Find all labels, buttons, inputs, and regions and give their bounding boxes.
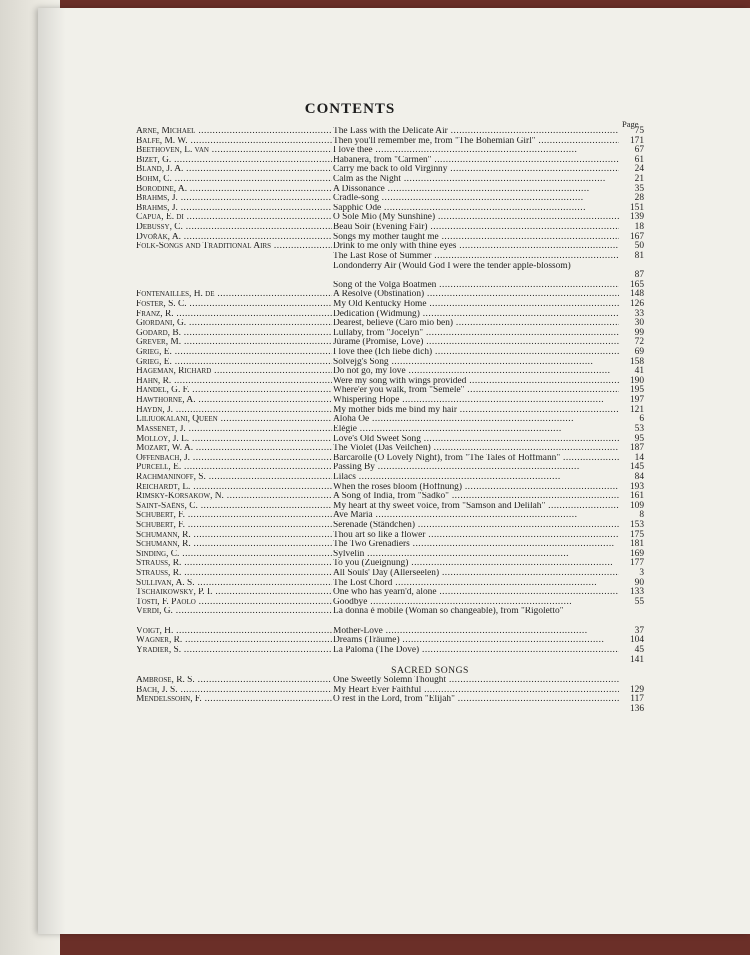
song-title: One who has yearn'd, alone ..... <box>332 588 619 598</box>
contents-row <box>136 242 644 252</box>
composer-name: Godard, B. ..... <box>136 329 332 339</box>
page-number: 158 <box>629 356 644 367</box>
composer-name: Handel, G. F. ..... <box>136 386 332 396</box>
page-number: 6 <box>639 414 644 425</box>
page-number: 14 <box>634 452 644 463</box>
page-gutter <box>38 8 66 934</box>
contents-row <box>136 531 644 541</box>
contents-row <box>136 262 644 281</box>
contents-row <box>136 386 644 396</box>
composer-name: Bach, J. S. ..... <box>136 686 332 696</box>
song-title: Song of the Volga Boatmen ..... <box>332 281 619 291</box>
song-title: I love thee ..... <box>332 146 619 156</box>
composer-name: Balfe, M. W. ..... <box>136 137 332 147</box>
composer-name: Beethoven, L. van ..... <box>136 146 332 156</box>
contents-row <box>136 319 644 329</box>
contents-row <box>136 290 644 300</box>
song-title: Habanera, from "Carmen" ..... <box>332 156 619 166</box>
contents-row <box>136 492 644 502</box>
page-number: 35 <box>634 183 644 194</box>
composer-name: Hahn, R. ..... <box>136 377 332 387</box>
composer-name: Hawthorne, A. ..... <box>136 396 332 406</box>
composer-name: Mendelssohn, F. ..... <box>136 695 332 705</box>
page-number: 95 <box>634 433 644 444</box>
contents-row <box>136 146 644 156</box>
song-title: The Lost Chord ..... <box>332 579 619 589</box>
song-title: Goodbye ..... <box>332 598 619 608</box>
song-title: Júrame (Promise, Love) ..... <box>332 338 619 348</box>
page-number: 87 <box>634 270 644 281</box>
contents-row <box>136 656 644 666</box>
song-title: To you (Zueignung) ..... <box>332 559 619 569</box>
contents-row <box>136 338 644 348</box>
contents-row <box>136 300 644 310</box>
page-number: 169 <box>629 548 644 559</box>
contents-row <box>136 695 644 705</box>
contents-row <box>136 705 644 715</box>
page-column-header: Page <box>622 119 639 129</box>
page-number: 153 <box>629 520 644 530</box>
contents-row <box>136 569 644 579</box>
composer-name: Folk-Songs and Traditional Airs ..... <box>136 242 332 252</box>
contents-row <box>136 310 644 320</box>
song-title: My mother bids me bind my hair ..... <box>332 406 619 416</box>
page-number: 24 <box>634 164 644 175</box>
composer-name: Giordani, G. ..... <box>136 319 332 329</box>
song-title: Aloha Oe ..... <box>332 415 619 425</box>
song-title: A Resolve (Obstination) ..... <box>332 290 619 300</box>
page-number: 148 <box>629 289 644 300</box>
composer-name: Grieg, E. ..... <box>136 358 332 368</box>
song-title: Elégie ..... <box>332 425 619 435</box>
song-title: Dearest, believe (Caro mio ben) ..... <box>332 319 619 329</box>
composer-name: Wagner, R. ..... <box>136 636 332 646</box>
composer-name: Grieg, E. ..... <box>136 348 332 358</box>
contents-row <box>136 396 644 406</box>
page-number: 181 <box>629 539 644 550</box>
page-number: 53 <box>634 423 644 434</box>
song-title: Thou art so like a flower ..... <box>332 531 619 541</box>
composer-name: Verdi, G. ..... <box>136 607 332 617</box>
song-title: Calm as the Night ..... <box>332 175 619 185</box>
song-title: Love's Old Sweet Song ..... <box>332 435 619 445</box>
contents-row <box>136 521 644 531</box>
contents-row <box>136 463 644 473</box>
page-number: 171 <box>629 135 644 146</box>
song-title: My Old Kentucky Home ..... <box>332 300 619 310</box>
contents-row <box>136 348 644 358</box>
contents-row <box>136 185 644 195</box>
composer-name: Arne, Michael ..... <box>136 127 332 137</box>
page-number: 30 <box>634 318 644 329</box>
song-title: Beau Soir (Evening Fair) ..... <box>332 223 619 233</box>
song-title: Carry me back to old Virginny ..... <box>332 165 619 175</box>
song-title: The Two Grenadiers ..... <box>332 540 619 550</box>
contents-row <box>136 607 644 626</box>
song-title: When the roses bloom (Hoffnung) ..... <box>332 483 619 493</box>
page-number: 161 <box>629 491 644 502</box>
contents-row <box>136 483 644 493</box>
song-title: Londonderry Air (Would God I were the tender apple-blossom) <box>332 262 619 272</box>
song-title: Songs my mother taught me ..... <box>332 233 619 243</box>
page-number: 104 <box>629 635 644 646</box>
composer-name: Tschaikowsky, P. I. ..... <box>136 588 332 598</box>
contents-row <box>136 415 644 425</box>
song-title: A Song of India, from "Sadko" ..... <box>332 492 619 502</box>
composer-name: Brahms, J. ..... <box>136 204 332 214</box>
composer-name: Tosti, F. Paolo ..... <box>136 598 332 608</box>
page-number: 195 <box>629 385 644 396</box>
contents-row <box>136 329 644 339</box>
song-title: Do not go, my love ..... <box>332 367 619 377</box>
page-number: 37 <box>634 625 644 636</box>
contents-row <box>136 598 644 608</box>
composer-name: Sinding, C. ..... <box>136 550 332 560</box>
contents-row <box>136 559 644 569</box>
composer-name: Saint-Saëns, C. ..... <box>136 502 332 512</box>
composer-name: Capua, E. di ..... <box>136 213 332 223</box>
song-title: My Heart Ever Faithful ..... <box>332 686 619 696</box>
page-number: 84 <box>634 471 644 482</box>
page-number: 121 <box>629 404 644 415</box>
contents-row <box>136 686 644 696</box>
contents-row <box>136 165 644 175</box>
composer-name: Offenbach, J. ..... <box>136 454 332 464</box>
composer-name: Massenet, J. ..... <box>136 425 332 435</box>
song-title: Solvejg's Song ..... <box>332 358 619 368</box>
composer-name: Ambrose, R. S. ..... <box>136 676 332 686</box>
page-number: 8 <box>639 510 644 521</box>
contents-row <box>136 281 644 291</box>
page-number: 33 <box>634 308 644 319</box>
page-number: 69 <box>634 347 644 358</box>
contents-row <box>136 233 644 243</box>
page-number: 126 <box>629 298 644 309</box>
composer-name: Liliuokalani, Queen ..... <box>136 415 332 425</box>
contents-row <box>136 550 644 560</box>
song-title: Barcarolle (O Lovely Night), from "The Tales of Hoffmann" ..... <box>332 454 619 464</box>
contents-row <box>136 511 644 521</box>
contents-row <box>136 223 644 233</box>
sacred-songs-heading: SACRED SONGS <box>391 665 469 677</box>
page-number: 190 <box>629 375 644 386</box>
song-title: Sylvelin ..... <box>332 550 619 560</box>
page-number: 67 <box>634 145 644 156</box>
contents-row <box>136 204 644 214</box>
page-number: 133 <box>629 587 644 598</box>
song-title: Ave Maria ..... <box>332 511 619 521</box>
composer-name: Bohm, C. ..... <box>136 175 332 185</box>
page-number: 165 <box>629 279 644 290</box>
composer-name: Strauss, R. ..... <box>136 559 332 569</box>
page-number: 139 <box>629 212 644 223</box>
contents-row <box>136 454 644 464</box>
contents-row <box>136 502 644 512</box>
contents-row <box>136 358 644 368</box>
composer-name: Borodine, A. ..... <box>136 185 332 195</box>
composer-name: Sullivan, A. S. ..... <box>136 579 332 589</box>
contents-row <box>136 444 644 454</box>
song-title: Lilacs ..... <box>332 473 619 483</box>
song-title: A Dissonance ..... <box>332 185 619 195</box>
page-number: 99 <box>634 327 644 338</box>
composer-name: Dvořák, A. ..... <box>136 233 332 243</box>
song-title: The Lass with the Delicate Air ..... <box>332 127 619 137</box>
page-number: 151 <box>629 202 644 213</box>
song-title: Drink to me only with thine eyes ..... <box>332 242 619 252</box>
composer-name: Haydn, J. ..... <box>136 406 332 416</box>
page-number: 55 <box>634 596 644 607</box>
composer-name: Grever, M. ..... <box>136 338 332 348</box>
page-number: 145 <box>629 462 644 473</box>
page-number: 109 <box>629 500 644 511</box>
page-number: 193 <box>629 481 644 492</box>
song-title: Dreams (Träume) ..... <box>332 636 619 646</box>
page-number: 28 <box>634 193 644 204</box>
contents-row <box>136 175 644 185</box>
contents-row <box>136 252 644 262</box>
page-number: 18 <box>634 222 644 233</box>
composer-name: Bizet, G. ..... <box>136 156 332 166</box>
composer-name: Purcell, E. ..... <box>136 463 332 473</box>
contents-row <box>136 636 644 646</box>
composer-name: Brahms, J. ..... <box>136 194 332 204</box>
song-title: Serenade (Ständchen) ..... <box>332 521 619 531</box>
composer-name: Molloy, J. L. ..... <box>136 435 332 445</box>
song-title: Dedication (Widmung) ..... <box>332 310 619 320</box>
contents-row <box>136 425 644 435</box>
contents-row <box>136 213 644 223</box>
page-number: 129 <box>629 684 644 695</box>
song-title: O rest in the Lord, from "Elijah" ..... <box>332 695 619 705</box>
contents-row <box>136 646 644 656</box>
page-number: 177 <box>629 558 644 569</box>
page-number: 90 <box>634 577 644 588</box>
contents-row <box>136 473 644 483</box>
composer-name: Foster, S. C. ..... <box>136 300 332 310</box>
contents-row <box>136 435 644 445</box>
song-title: Sapphic Ode ..... <box>332 204 619 214</box>
composer-name: Yradier, S. ..... <box>136 646 332 656</box>
contents-row <box>136 127 644 137</box>
composer-name: Debussy, C. ..... <box>136 223 332 233</box>
page-number: 175 <box>629 529 644 540</box>
contents-row <box>136 156 644 166</box>
page-number: 187 <box>629 443 644 454</box>
song-title: I love thee (Ich liebe dich) ..... <box>332 348 619 358</box>
composer-name: Reichardt, L. ..... <box>136 483 332 493</box>
page-number: 72 <box>634 337 644 348</box>
song-title: The Last Rose of Summer ..... <box>332 252 619 262</box>
composer-name: Schumann, R. ..... <box>136 540 332 550</box>
song-title: One Sweetly Solemn Thought ..... <box>332 676 619 686</box>
composer-name: Rimsky-Korsakow, N. ..... <box>136 492 332 502</box>
song-title: Cradle-song ..... <box>332 194 619 204</box>
composer-name: Rachmaninoff, S. ..... <box>136 473 332 483</box>
composer-name: Schumann, R. ..... <box>136 531 332 541</box>
contents-row <box>136 627 644 637</box>
song-title: My heart at thy sweet voice, from "Samson and Delilah" ..... <box>332 502 619 512</box>
song-title: Were my song with wings provided ..... <box>332 377 619 387</box>
song-title: Passing By ..... <box>332 463 619 473</box>
song-title: Then you'll remember me, from "The Bohemian Girl" ..... <box>332 137 619 147</box>
song-title: La donna è mobile (Woman so changeable), from "Rigoletto" <box>332 607 619 617</box>
page-number: 81 <box>634 250 644 261</box>
song-title: Whispering Hope ..... <box>332 396 619 406</box>
composer-name: Hageman, Richard ..... <box>136 367 332 377</box>
page-number: 45 <box>634 644 644 655</box>
song-title: O Sole Mio (My Sunshine) ..... <box>332 213 619 223</box>
page-number: 197 <box>629 395 644 406</box>
page-number: 41 <box>634 366 644 377</box>
composer-name: Schubert, F. ..... <box>136 521 332 531</box>
page-number: 167 <box>629 231 644 242</box>
page-number: 136 <box>629 703 644 714</box>
song-title: The Violet (Das Veilchen) ..... <box>332 444 619 454</box>
song-title: Mother-Love ..... <box>332 627 619 637</box>
contents-row <box>136 137 644 147</box>
page-number: 3 <box>639 568 644 579</box>
page-number: 75 <box>634 126 644 136</box>
song-title: La Paloma (The Dove) ..... <box>332 646 619 656</box>
contents-row <box>136 579 644 589</box>
page-number: 141 <box>629 654 644 665</box>
contents-row <box>136 406 644 416</box>
song-title: Lullaby, from "Jocelyn" ..... <box>332 329 619 339</box>
page-title: CONTENTS <box>304 101 396 117</box>
song-title: All Souls' Day (Allerseelen) ..... <box>332 569 619 579</box>
song-title: Where'er you walk, from "Semele" ..... <box>332 386 619 396</box>
composer-name: Voigt, H. ..... <box>136 627 332 637</box>
contents-row <box>136 194 644 204</box>
composer-name: Franz, R. ..... <box>136 310 332 320</box>
composer-name: Mozart, W. A. ..... <box>136 444 332 454</box>
page-number: 21 <box>634 174 644 185</box>
page-number: 61 <box>634 154 644 165</box>
composer-name: Fontenailles, H. de ..... <box>136 290 332 300</box>
contents-list <box>136 127 644 715</box>
page-number: 117 <box>630 694 644 705</box>
contents-row <box>136 377 644 387</box>
contents-row <box>136 540 644 550</box>
composer-name: Strauss, R. ..... <box>136 569 332 579</box>
composer-name: Schubert, F. ..... <box>136 511 332 521</box>
contents-row <box>136 367 644 377</box>
contents-row <box>136 588 644 598</box>
page-number: 50 <box>634 241 644 252</box>
contents-row <box>136 676 644 686</box>
composer-name: Bland, J. A. ..... <box>136 165 332 175</box>
